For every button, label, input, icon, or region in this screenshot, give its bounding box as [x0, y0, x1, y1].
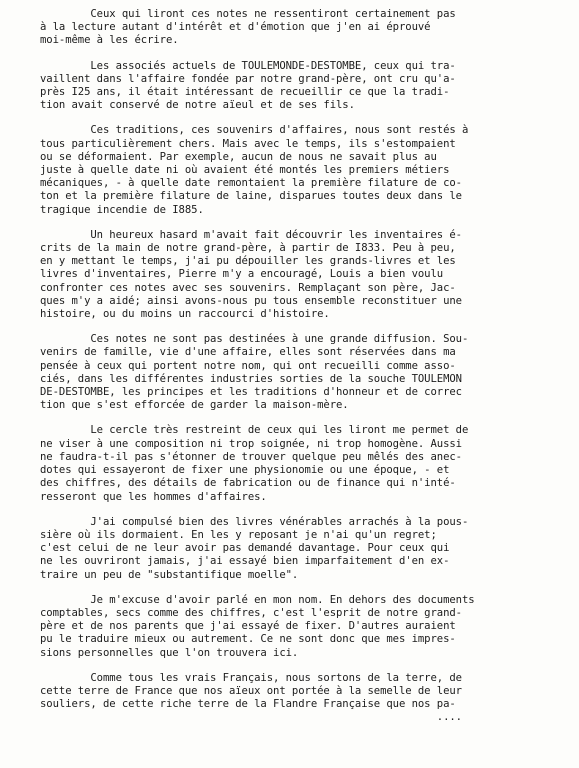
text-line: ne les ouvriront jamais, j'ai essayé bien imparfaitement d'en ex- — [40, 555, 450, 568]
text-line: Je m'excuse d'avoir parlé en mon nom. En dehors des documents — [40, 593, 475, 606]
text-line: Le cercle très restreint de ceux qui les liront me permet de — [40, 424, 469, 437]
text-line: Un heureux hasard m'avait fait découvrir les inventaires é- — [40, 228, 462, 241]
text-line: père et de nos parents que j'ai essayé de fixer. D'autres auraient — [40, 620, 456, 633]
text-line: livres d'inventaires, Pierre m'y a encouragé, Louis a bien voulu — [40, 268, 444, 281]
document-body — [40, 8, 560, 737]
text-line: crits de la main de notre grand-père, à partir de I833. Peu à peu, — [40, 242, 456, 255]
text-line: souliers, de cette riche terre de la Flandre Française que nos pa- — [40, 698, 456, 711]
text-line: ques m'y a aidé; ainsi avons-nous pu tous ensemble reconstituer une — [40, 294, 462, 307]
paragraph-5 — [40, 333, 560, 412]
text-line: ne faudra-t-il pas s'étonner de trouver quelque peu mêlés des anec- — [40, 450, 462, 463]
text-line: ciés, dans les différentes industries sorties de la souche TOULEMON — [40, 372, 462, 385]
text-line: en y mettant le temps, j'ai pu dépouiller les grands-livres et les — [40, 255, 456, 268]
text-line: venirs de famille, vie d'une affaire, elles sont réservées dans ma — [40, 346, 456, 359]
paragraph-9 — [40, 672, 560, 725]
paragraph-4 — [40, 229, 560, 321]
text-line: des chiffres, des détails de fabrication ou de finance qui n'inté- — [40, 477, 456, 490]
text-line: sière où ils dormaient. En les y reposant je n'ai qu'un regret; — [40, 528, 437, 541]
text-line: mécaniques, - à quelle date remontaient la première filature de co- — [40, 177, 462, 190]
text-line: tous particulièrement chers. Mais avec le temps, ils s'estompaient — [40, 137, 456, 150]
text-line: près I25 ans, il était intéressant de recueillir ce que la tradi- — [40, 86, 450, 99]
text-line: juste à quelle date ni où avaient été montés les premiers métiers — [40, 164, 450, 177]
text-line: tion avait conservé de notre aïeul et de ses fils. — [40, 99, 355, 112]
text-line: J'ai compulsé bien des livres vénérables arrachés à la pous- — [40, 515, 469, 528]
text-line: pensée à ceux qui portent notre nom, qui ont recueilli comme asso- — [40, 359, 456, 372]
paragraph-7 — [40, 516, 560, 582]
text-line: vaillent dans l'affaire fondée par notre grand-père, ont cru qu'a- — [40, 72, 456, 85]
paragraph-3 — [40, 124, 560, 216]
text-line: histoire, ou du moins un raccourci d'histoire. — [40, 308, 330, 321]
text-line: tragique incendie de I885. — [40, 203, 204, 216]
text-line: ou se déformaient. Par exemple, aucun de nous ne savait plus au — [40, 150, 437, 163]
text-line: ton et la première filature de laine, disparues toutes deux dans le — [40, 190, 462, 203]
text-line: tion que s'est efforcée de garder la maison-mère. — [40, 399, 349, 412]
text-line: Ces notes ne sont pas destinées à une grande diffusion. Sou- — [40, 333, 469, 346]
paragraph-1 — [40, 8, 560, 48]
text-line: traire un peu de "substantifique moelle". — [40, 568, 299, 581]
text-line: .... — [40, 711, 462, 724]
text-line: ne viser à une composition ni trop soignée, ni trop homogène. Aussi — [40, 437, 462, 450]
paragraph-6 — [40, 424, 560, 503]
text-line: DE-DESTOMBE, les principes et les traditions d'honneur et de correc — [40, 386, 462, 399]
text-line: confronter ces notes avec ses souvenirs. Remplaçant son père, Jac- — [40, 281, 456, 294]
text-line: resseront que les hommes d'affaires. — [40, 490, 267, 503]
text-line: cette terre de France que nos aïeux ont portée à la semelle de leur — [40, 684, 462, 697]
text-line: sions personnelles que l'on trouvera ici. — [40, 646, 299, 659]
text-line: Ces traditions, ces souvenirs d'affaires, nous sont restés à — [40, 124, 469, 137]
paragraph-8 — [40, 594, 560, 660]
text-line: c'est celui de ne leur avoir pas demandé davantage. Pour ceux qui — [40, 542, 450, 555]
text-line: Comme tous les vrais Français, nous sortons de la terre, de — [40, 671, 462, 684]
text-line: pu le traduire mieux ou autrement. Ce ne sont donc que mes impres- — [40, 633, 456, 646]
text-line: comptables, secs comme des chiffres, c'est l'esprit de notre grand- — [40, 606, 462, 619]
text-line: Ceux qui liront ces notes ne ressentiront certainement pas — [40, 8, 456, 20]
text-line: Les associés actuels de TOULEMONDE-DESTOMBE, ceux qui tra- — [40, 59, 456, 72]
text-line: dotes qui essayeront de fixer une physionomie ou une époque, - et — [40, 464, 450, 477]
text-line: moi-même à les écrire. — [40, 34, 179, 47]
paragraph-2 — [40, 60, 560, 113]
text-line: à la lecture autant d'intérêt et d'émotion que j'en ai éprouvé — [40, 21, 431, 34]
